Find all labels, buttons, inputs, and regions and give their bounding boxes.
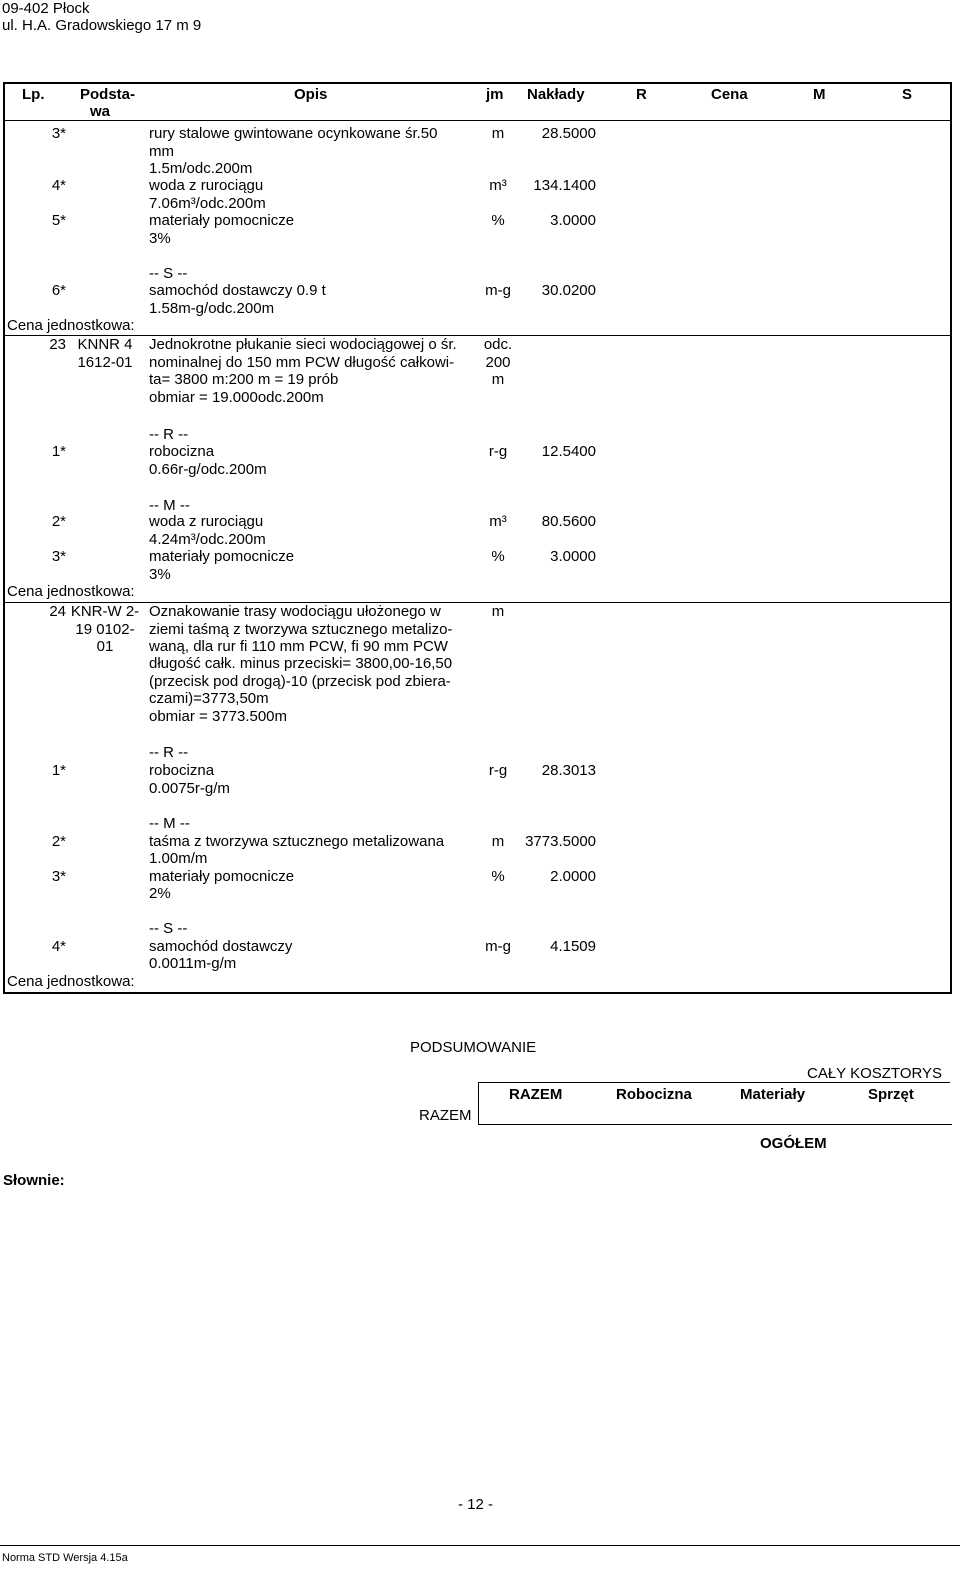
col-podstawa: Podsta- (80, 86, 136, 103)
row-opis: materiały pomocnicze (149, 212, 295, 229)
summary-materialy: Materiały (740, 1086, 806, 1103)
table-header-divider (3, 120, 952, 121)
row-opis: obmiar = 3773.500m (149, 708, 288, 725)
row-naklady: 3773.5000 (525, 833, 596, 850)
unit-price-label: Cena jednostkowa: (7, 583, 135, 600)
row-naklady: 3.0000 (550, 548, 596, 565)
summary-sprzet: Sprzęt (868, 1086, 914, 1103)
row-opis: ziemi taśmą z tworzywa sztucznego metalizo- (149, 621, 453, 638)
row-jm: m-g (485, 938, 511, 955)
row-opis: obmiar = 19.000odc.200m (149, 389, 324, 406)
row-lp: 23 (49, 336, 66, 353)
row-opis: Jednokrotne płukanie sieci wodociągowej o śr. (149, 336, 457, 353)
row-lp: 3* (51, 125, 66, 142)
row-naklady: 80.5600 (541, 513, 596, 530)
row-naklady: 2.0000 (550, 868, 596, 885)
footer-version: Norma STD Wersja 4.15a (2, 1552, 128, 1564)
row-lp: 4* (51, 177, 66, 194)
summary-razem-row: RAZEM (419, 1107, 472, 1124)
row-opis: woda z rurociągu (149, 177, 264, 194)
row-naklady: 28.5000 (541, 125, 596, 142)
row-opis: materiały pomocnicze (149, 548, 295, 565)
summary-line (478, 1124, 952, 1125)
row-divider (3, 335, 952, 336)
col-opis: Opis (294, 86, 328, 103)
col-jm: jm (486, 86, 504, 103)
header-address: ul. H.A. Gradowskiego 17 m 9 (2, 17, 202, 34)
row-opis: -- S -- (149, 265, 188, 282)
row-jm: % (491, 212, 505, 229)
row-jm: r-g (488, 443, 508, 460)
summary-robocizna: Robocizna (616, 1086, 692, 1103)
summary-line (478, 1082, 950, 1083)
row-podstawa: KNNR 4 (77, 336, 133, 353)
summary-ogolem: OGÓŁEM (760, 1135, 827, 1152)
col-r: R (636, 86, 647, 103)
row-jm: m (491, 603, 505, 620)
row-opis: rury stalowe gwintowane ocynkowane śr.50 (149, 125, 438, 142)
row-podstawa: 1612-01 (77, 354, 133, 371)
col-m: M (813, 86, 826, 103)
row-divider (3, 602, 952, 603)
row-naklady: 12.5400 (541, 443, 596, 460)
row-lp: 5* (51, 212, 66, 229)
row-jm: m³ (489, 177, 507, 194)
row-naklady: 4.1509 (550, 938, 596, 955)
row-opis: robocizna (149, 762, 215, 779)
row-opis: 1.58m-g/odc.200m (149, 300, 275, 317)
row-opis: długość całk. minus przeciski= 3800,00-16,50 (149, 655, 453, 672)
row-podstawa: 01 (96, 638, 114, 655)
row-naklady: 3.0000 (550, 212, 596, 229)
row-naklady: 30.0200 (541, 282, 596, 299)
row-opis: 4.24m³/odc.200m (149, 531, 266, 548)
slownie-label: Słownie: (3, 1172, 65, 1189)
row-opis: robocizna (149, 443, 215, 460)
row-jm: m (491, 125, 505, 142)
col-s: S (902, 86, 913, 103)
row-lp: 24 (49, 603, 66, 620)
summary-scope: CAŁY KOSZTORYS (807, 1065, 943, 1082)
col-naklady: Nakłady (527, 86, 585, 103)
row-opis: -- S -- (149, 920, 188, 937)
row-jm: m-g (485, 282, 511, 299)
row-opis: (przecisk pod drogą)-10 (przecisk pod zbiera- (149, 673, 451, 690)
row-lp: 3* (51, 548, 66, 565)
row-lp: 2* (51, 833, 66, 850)
row-jm: m (491, 371, 505, 388)
row-podstawa: KNR-W 2- (70, 603, 140, 620)
row-lp: 4* (51, 938, 66, 955)
unit-price-label: Cena jednostkowa: (7, 317, 135, 334)
row-jm: r-g (488, 762, 508, 779)
row-jm: 200 (485, 354, 511, 371)
row-opis: 1.00m/m (149, 850, 208, 867)
row-jm: odc. (483, 336, 513, 353)
header-city: 09-402 Płock (2, 0, 90, 17)
row-lp: 1* (51, 762, 66, 779)
unit-price-label: Cena jednostkowa: (7, 973, 135, 990)
row-opis: samochód dostawczy (149, 938, 293, 955)
row-opis: -- M -- (149, 497, 190, 514)
col-lp: Lp. (22, 86, 45, 103)
row-jm: % (491, 548, 505, 565)
row-lp: 1* (51, 443, 66, 460)
row-opis: ta= 3800 m:200 m = 19 prób (149, 371, 339, 388)
summary-line (478, 1082, 479, 1125)
summary-title: PODSUMOWANIE (410, 1039, 537, 1056)
row-jm: % (491, 868, 505, 885)
footer-divider (0, 1545, 960, 1546)
row-opis: waną, dla rur fi 110 mm PCW, fi 90 mm PCW (149, 638, 448, 655)
row-naklady: 28.3013 (541, 762, 596, 779)
col-podstawa-2: wa (90, 103, 111, 120)
page-number: - 12 - (458, 1496, 494, 1513)
row-lp: 3* (51, 868, 66, 885)
row-opis: 0.0011m-g/m (149, 955, 237, 972)
row-lp: 6* (51, 282, 66, 299)
row-lp: 2* (51, 513, 66, 530)
row-opis: 0.0075r-g/m (149, 780, 230, 797)
table-bottom-border (3, 992, 952, 994)
col-cena: Cena (711, 86, 748, 103)
row-opis: -- R -- (149, 744, 189, 761)
row-opis: 3% (149, 566, 171, 583)
row-opis: woda z rurociągu (149, 513, 264, 530)
row-opis: 2% (149, 885, 171, 902)
row-opis: taśma z tworzywa sztucznego metalizowana (149, 833, 445, 850)
row-podstawa: 19 0102- (75, 621, 135, 638)
row-opis: 0.66r-g/odc.200m (149, 461, 267, 478)
row-opis: 3% (149, 230, 171, 247)
row-jm: m (491, 833, 505, 850)
table-right-border (950, 82, 952, 994)
row-opis: -- R -- (149, 426, 189, 443)
row-opis: czami)=3773,50m (149, 690, 269, 707)
row-opis: materiały pomocnicze (149, 868, 295, 885)
row-naklady: 134.1400 (533, 177, 596, 194)
row-opis: nominalnej do 150 mm PCW długość całkowi- (149, 354, 455, 371)
table-top-border (3, 82, 952, 84)
row-opis: 7.06m³/odc.200m (149, 195, 266, 212)
row-opis: Oznakowanie trasy wodociągu ułożonego w (149, 603, 441, 620)
row-opis: -- M -- (149, 815, 190, 832)
row-jm: m³ (489, 513, 507, 530)
row-opis: samochód dostawczy 0.9 t (149, 282, 326, 299)
summary-razem-header: RAZEM (509, 1086, 563, 1103)
row-opis: mm (149, 143, 174, 160)
row-opis: 1.5m/odc.200m (149, 160, 253, 177)
